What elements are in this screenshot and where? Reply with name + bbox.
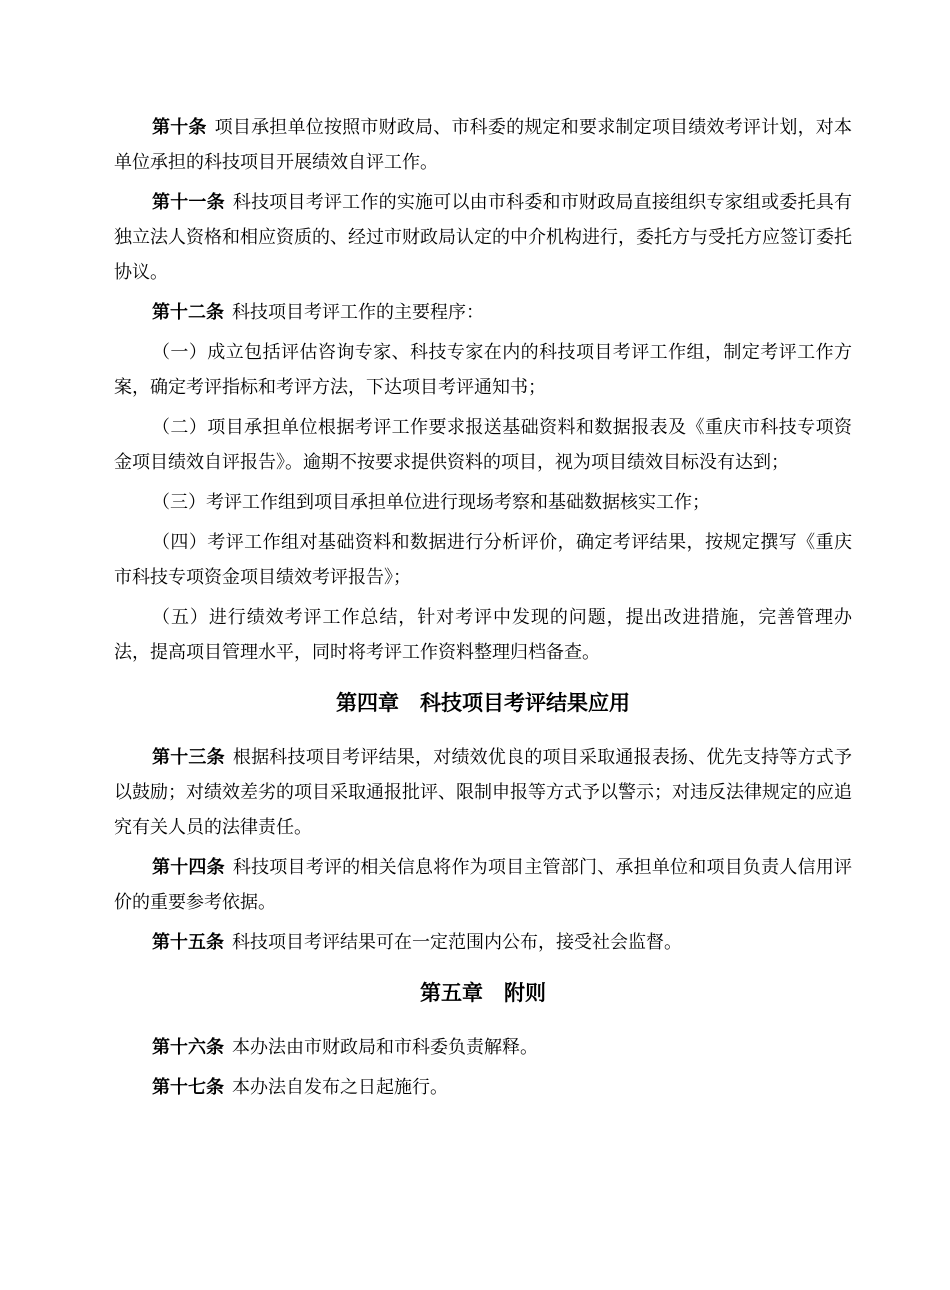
procedure-item-3: （三）考评工作组到项目承担单位进行现场考察和基础数据核实工作；: [152, 492, 710, 513]
article-text: 本办法自发布之日起施行。: [232, 1077, 448, 1098]
article-label: 第十五条: [152, 932, 224, 953]
article-label: 第十六条: [152, 1037, 224, 1058]
article-label: 第十二条: [152, 302, 224, 323]
procedure-item-4: （四）考评工作组对基础资料和数据进行分析评价，确定考评结果，按规定撰写《重庆市科技专项资金项目绩效考评报告》；: [114, 532, 852, 588]
document-page: [114, 110, 852, 1110]
article-label: 第十三条: [152, 747, 225, 768]
procedure-item-1: （一）成立包括评估咨询专家、科技专家在内的科技项目考评工作组，制定考评工作方案，确定考评指标和考评方法，下达项目考评通知书；: [114, 342, 852, 398]
article-12: [114, 295, 852, 330]
chapter-4-heading: 第四章 科技项目考评结果应用: [336, 691, 630, 715]
procedure-item-2: （二）项目承担单位根据考评工作要求报送基础资料和数据报表及《重庆市科技专项资金项目绩效自评报告》。逾期不按要求提供资料的项目，视为项目绩效目标没有达到；: [114, 417, 852, 473]
article-text: 科技项目考评的相关信息将作为项目主管部门、承担单位和项目负责人信用评价的重要参考依据。: [114, 857, 853, 913]
procedure-item-5: （五）进行绩效考评工作总结，针对考评中发现的问题，提出改进措施，完善管理办法，提高项目管理水平，同时将考评工作资料整理归档备查。: [114, 607, 852, 663]
article-label: 第十一条: [152, 192, 225, 213]
chapter-5-heading: 第五章 附则: [420, 981, 546, 1005]
article-15: [114, 925, 852, 960]
article-text: 根据科技项目考评结果，对绩效优良的项目采取通报表扬、优先支持等方式予以鼓励；对绩效差劣的项目采取通报批评、限制申报等方式予以警示；对违反法律规定的应追究有关人员的法律责任。: [114, 747, 853, 838]
article-text: 本办法由市财政局和市科委负责解释。: [232, 1037, 538, 1058]
article-16: [114, 1030, 852, 1065]
article-10: [114, 110, 852, 180]
article-text: 科技项目考评工作的实施可以由市科委和市财政局直接组织专家组或委托具有独立法人资格和相应资质的、经过市财政局认定的中介机构进行，委托方与受托方应签订委托协议。: [114, 192, 853, 283]
article-text: 科技项目考评工作的主要程序：: [232, 302, 484, 323]
article-11: [114, 185, 852, 290]
article-text: 项目承担单位按照市财政局、市科委的规定和要求制定项目绩效考评计划，对本单位承担的科技项目开展绩效自评工作。: [114, 117, 853, 173]
article-text: 科技项目考评结果可在一定范围内公布，接受社会监督。: [232, 932, 682, 953]
article-label: 第十七条: [152, 1077, 224, 1098]
article-14: [114, 850, 852, 920]
article-17: [114, 1070, 852, 1105]
article-label: 第十条: [152, 117, 207, 138]
article-label: 第十四条: [152, 857, 225, 878]
article-13: [114, 740, 852, 845]
